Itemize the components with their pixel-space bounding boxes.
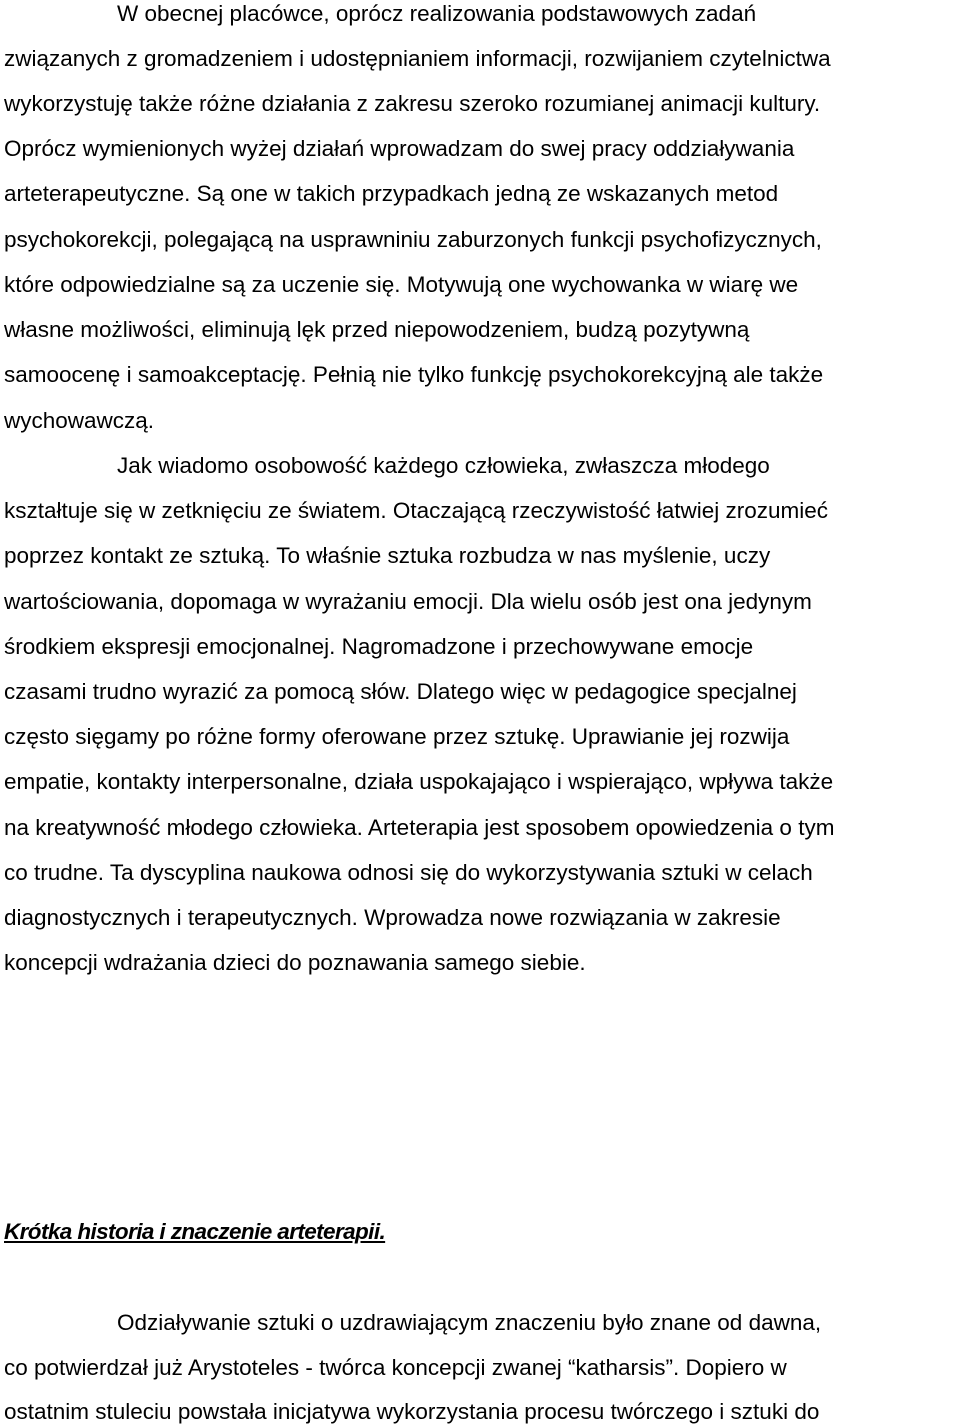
paragraph-2-line-2: kształtuje się w zetknięciu ze światem. Otaczającą rzeczywistość łatwiej zrozumieć <box>4 498 829 523</box>
paragraph-3-line-3: ostatnim stuleciu powstała inicjatywa wykorzystania procesu twórczego i sztuki do <box>4 1399 820 1424</box>
paragraph-2-line-12: koncepcji wdrażania dzieci do poznawania samego siebie. <box>4 950 586 975</box>
section-heading: Krótka historia i znaczenie arteterapii. <box>4 1219 386 1244</box>
paragraph-1-line-10: wychowawczą. <box>4 408 155 433</box>
paragraph-1-line-3: wykorzystuję także różne działania z zakresu szeroko rozumianej animacji kultury. <box>4 91 821 116</box>
paragraph-1-line-2: związanych z gromadzeniem i udostępnianiem informacji, rozwijaniem czytelnictwa <box>4 46 831 71</box>
paragraph-1-line-7: które odpowiedzialne są za uczenie się. Motywują one wychowanka w wiarę we <box>4 272 799 297</box>
paragraph-1-line-9: samoocenę i samoakceptację. Pełnią nie tylko funkcję psychokorekcyjną ale także <box>4 362 824 387</box>
paragraph-2-line-10: co trudne. Ta dyscyplina naukowa odnosi się do wykorzystywania sztuki w celach <box>4 860 813 885</box>
paragraph-1-line-1: W obecnej placówce, oprócz realizowania podstawowych zadań <box>117 1 757 26</box>
paragraph-2-line-9: na kreatywność młodego człowieka. Arteterapia jest sposobem opowiedzenia o tym <box>4 815 835 840</box>
paragraph-1-line-4: Oprócz wymienionych wyżej działań wprowadzam do swej pracy oddziaływania <box>4 136 795 161</box>
paragraph-1-line-8: własne możliwości, eliminują lęk przed niepowodzeniem, budzą pozytywną <box>4 317 750 342</box>
paragraph-3-line-2: co potwierdzał już Arystoteles - twórca koncepcji zwanej “katharsis”. Dopiero w <box>4 1355 787 1380</box>
paragraph-2-line-7: często sięgamy po różne formy oferowane przez sztukę. Uprawianie jej rozwija <box>4 724 790 749</box>
paragraph-1-line-6: psychokorekcji, polegającą na usprawniniu zaburzonych funkcji psychofizycznych, <box>4 227 822 252</box>
paragraph-2-line-8: empatie, kontakty interpersonalne, działa uspokajająco i wspierająco, wpływa także <box>4 769 834 794</box>
paragraph-2-line-5: środkiem ekspresji emocjonalnej. Nagromadzone i przechowywane emocje <box>4 634 754 659</box>
paragraph-2-line-11: diagnostycznych i terapeutycznych. Wprowadza nowe rozwiązania w zakresie <box>4 905 781 930</box>
paragraph-2-line-4: wartościowania, dopomaga w wyrażaniu emocji. Dla wielu osób jest ona jedynym <box>4 589 812 614</box>
paragraph-2-line-6: czasami trudno wyrazić za pomocą słów. Dlatego więc w pedagogice specjalnej <box>4 679 797 704</box>
paragraph-2-line-3: poprzez kontakt ze sztuką. To właśnie sztuka rozbudza w nas myślenie, uczy <box>4 543 771 568</box>
paragraph-2-line-1: Jak wiadomo osobowość każdego człowieka, zwłaszcza młodego <box>117 453 770 478</box>
paragraph-1-line-5: arteterapeutyczne. Są one w takich przypadkach jedną ze wskazanych metod <box>4 181 779 206</box>
paragraph-3-line-1: Odziaływanie sztuki o uzdrawiającym znaczeniu było znane od dawna, <box>117 1310 822 1335</box>
